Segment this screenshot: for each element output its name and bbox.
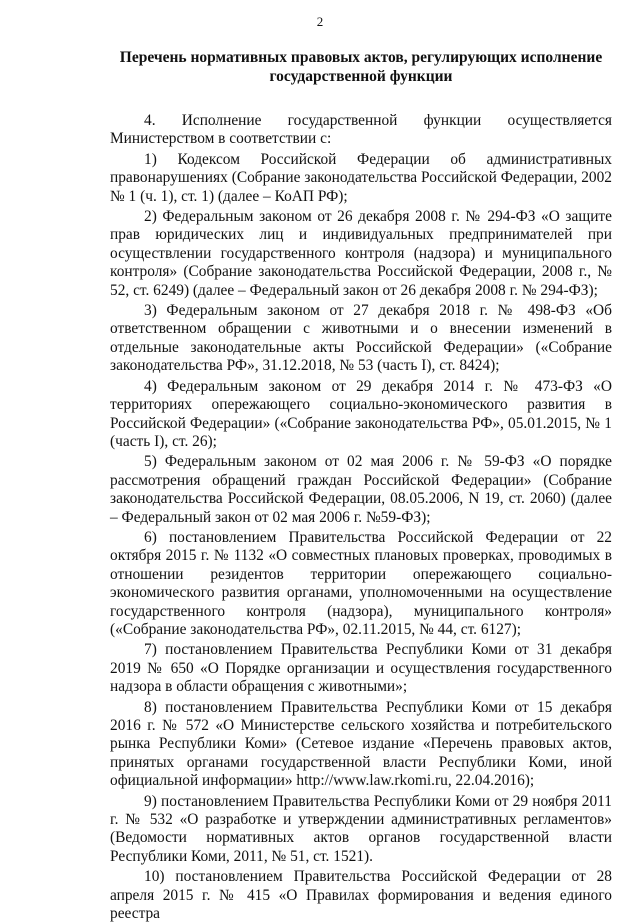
paragraph-intro: 4. Исполнение государственной функции осуществляется Министерством в соответствии с: (110, 112, 612, 148)
list-item-1: 1) Кодексом Российской Федерации об административных правонарушениях (Собрание законодательства Российской Федерации, 2002 № 1 (ч. 1), ст. 1) (далее – КоАП РФ); (110, 150, 612, 205)
list-item-8: 8) постановлением Правительства Республики Коми от 15 декабря 2016 г. № 572 «О Министерстве сельского хозяйства и потребительского рынка Республики Коми» (Сетевое издание «Перечень правовых актов, принятых органами государственной власти Республики Коми, иной официальной информации» http://www.law.rkomi.ru, 22.04.2016); (110, 698, 612, 790)
page-number: 2 (316, 14, 324, 29)
section-heading: Перечень нормативных правовых актов, регулирующих исполнение государственной функции (119, 49, 603, 85)
list-item-9: 9) постановлением Правительства Республики Коми от 29 ноября 2011 г. № 532 «О разработке и утверждении административных регламентов» (Ведомости нормативных актов органов государственной власти Республики Коми, 2011, № 51, ст. 1521). (110, 792, 612, 865)
list-item-3: 3) Федеральным законом от 27 декабря 2018 г. № 498-ФЗ «Об ответственном обращении с животными и о внесении изменений в отдельные законодательные акты Российской Федерации» («Собрание законодательства РФ», 31.12.2018, № 53 (часть I), ст. 8424); (110, 302, 612, 375)
list-item-10: 10) постановлением Правительства Российской Федерации от 28 апреля 2015 г. № 415 «О Правилах формирования и ведения единого реестра (110, 868, 612, 923)
list-item-2: 2) Федеральным законом от 26 декабря 2008 г. № 294-ФЗ «О защите прав юридических лиц и индивидуальных предпринимателей при осуществлении государственного контроля (надзора) и муниципального контроля» (Собрание законодательства Российской Федерации, 2008 г., № 52, ст. 6249) (далее – Федеральный закон от 26 декабря 2008 г. № 294-ФЗ); (110, 208, 612, 299)
list-item-5: 5) Федеральным законом от 02 мая 2006 г. № 59-ФЗ «О порядке рассмотрения обращений граждан Российской Федерации» (Собрание законодательства Российской Федерации, 08.05.2006, N 19, ст. 2060) (далее – Федеральный закон от 02 мая 2006 г. №59-ФЗ); (110, 453, 612, 526)
list-item-6: 6) постановлением Правительства Российской Федерации от 22 октября 2015 г. № 1132 «О совместных плановых проверках, проводимых в отношении резидентов территории опережающего социально-экономического развития органами, уполномоченными на осуществление государственного контроля (надзора), муниципального контроля» («Собрание законодательства РФ», 02.11.2015, № 44, ст. 6127); (110, 528, 612, 638)
list-item-7: 7) постановлением Правительства Республики Коми от 31 декабря 2019 № 650 «О Порядке организации и осуществления государственного надзора в области обращения с животными»; (110, 641, 612, 696)
list-item-4: 4) Федеральным законом от 29 декабря 2014 г. № 473-ФЗ «О территориях опережающего социально-экономического развития в Российской Федерации» («Собрание законодательства РФ», 05.01.2015, № 1 (часть I), ст. 26); (110, 377, 612, 450)
